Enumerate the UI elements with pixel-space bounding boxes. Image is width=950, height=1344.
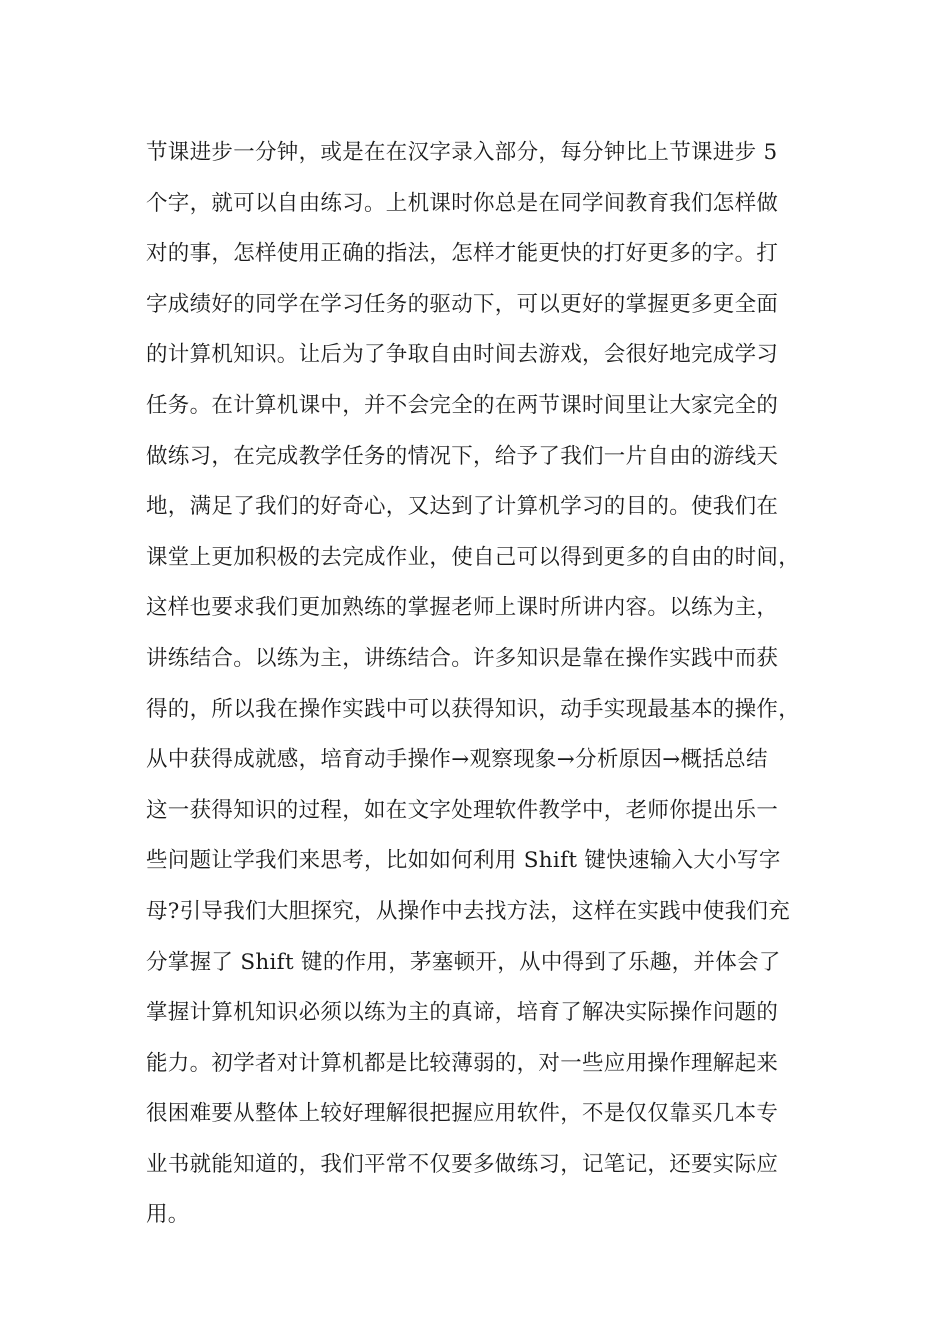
paragraph-line: 字成绩好的同学在学习任务的驱动下，可以更好的掌握更多更全面 bbox=[146, 291, 779, 317]
paragraph-line: 的计算机知识。让后为了争取自由时间去游戏，会很好地完成学习 bbox=[146, 342, 779, 368]
paragraph-line: 个字，就可以自由练习。上机课时你总是在同学间教育我们怎样做 bbox=[146, 190, 779, 216]
paragraph-line: 从中获得成就感，培育动手操作→观察现象→分析原因→概括总结 bbox=[146, 747, 768, 773]
paragraph-line: 分掌握了 Shift 键的作用，茅塞顿开，从中得到了乐趣，并体会了 bbox=[146, 949, 781, 975]
paragraph-line: 讲练结合。以练为主，讲练结合。许多知识是靠在操作实践中而获 bbox=[146, 645, 779, 671]
paragraph-line: 对的事，怎样使用正确的指法，怎样才能更快的打好更多的字。打 bbox=[146, 241, 779, 267]
paragraph-line: 母?引导我们大胆探究，从操作中去找方法，这样在实践中使我们充 bbox=[146, 898, 791, 924]
paragraph-line: 节课进步一分钟，或是在在汉字录入部分，每分钟比上节课进步 5 bbox=[146, 140, 778, 165]
paragraph-line: 掌握计算机知识必须以练为主的真谛，培育了解决实际操作问题的 bbox=[146, 1000, 779, 1026]
paragraph-line: 地，满足了我们的好奇心，又达到了计算机学习的目的。使我们在 bbox=[146, 494, 779, 520]
paragraph-line: 业书就能知道的，我们平常不仅要多做练习，记笔记，还要实际应 bbox=[146, 1151, 779, 1177]
paragraph-line: 用。 bbox=[146, 1202, 190, 1228]
paragraph-line: 这样也要求我们更加熟练的掌握老师上课时所讲内容。以练为主， bbox=[146, 595, 779, 621]
paragraph-line: 做练习，在完成教学任务的情况下，给予了我们一片自由的游线天 bbox=[146, 443, 779, 469]
paragraph-line: 些问题让学我们来思考，比如如何利用 Shift 键快速输入大小写字 bbox=[146, 848, 781, 874]
paragraph-line: 课堂上更加积极的去完成作业，使自己可以得到更多的自由的时间， bbox=[146, 544, 801, 570]
body-paragraph bbox=[146, 128, 836, 1241]
paragraph-line: 能力。初学者对计算机都是比较薄弱的，对一些应用操作理解起来 bbox=[146, 1050, 779, 1076]
paragraph-line: 得的，所以我在操作实践中可以获得知识，动手实现最基本的操作， bbox=[146, 696, 801, 722]
paragraph-line: 任务。在计算机课中，并不会完全的在两节课时间里让大家完全的 bbox=[146, 392, 779, 418]
paragraph-line: 很困难要从整体上较好理解很把握应用软件，不是仅仅靠买几本专 bbox=[146, 1101, 779, 1127]
paragraph-line: 这一获得知识的过程，如在文字处理软件教学中，老师你提出乐一 bbox=[146, 797, 779, 823]
